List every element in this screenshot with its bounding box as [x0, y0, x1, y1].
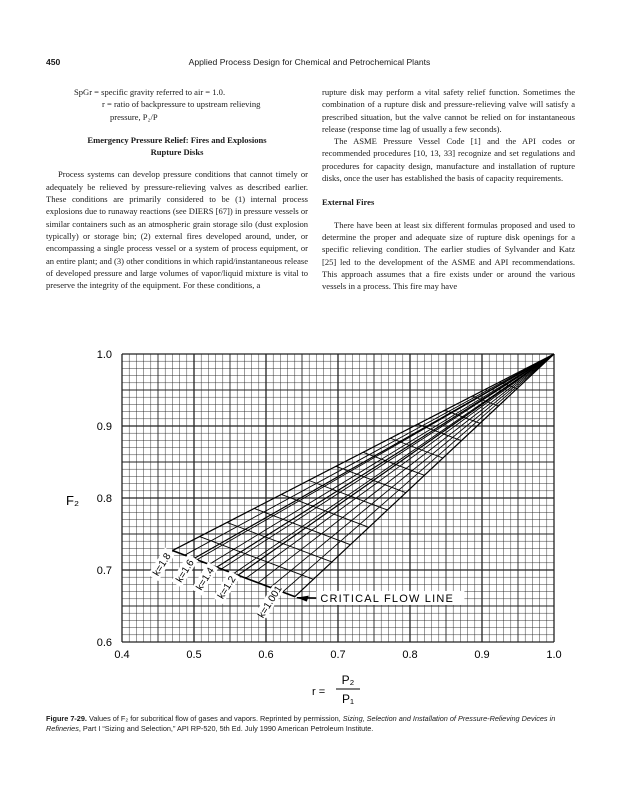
figure-label: Figure 7-29.: [46, 714, 87, 723]
right-column: [322, 86, 575, 292]
k-label: k=1.2: [216, 574, 239, 602]
x-axis-label-denominator: P₁: [341, 692, 355, 706]
section-heading: [46, 134, 308, 159]
chart-svg: [60, 344, 600, 710]
running-title: Applied Process Design for Chemical and Petrochemical Plants: [188, 57, 431, 67]
figure-caption: [46, 714, 576, 734]
right-paragraph-1: rupture disk may perform a vital safety relief function. Sometimes the combination of a rupture disk and pressure-relieving valve will satisfy a prescribed situation, but the valve cannot be relied on for instantaneous release (response time lag of usually a few seconds).: [322, 87, 575, 134]
section-heading-line2: Rupture Disks: [150, 147, 204, 158]
k-label: k=1.4: [194, 565, 217, 593]
k-label: k=1.8: [151, 551, 174, 579]
y-tick-label: 1.0: [96, 349, 112, 361]
caption-text-2: , Part I “Sizing and Selection,” API RP-520, 5th Ed. July 1990 American Petroleum Institute.: [78, 724, 374, 733]
caption-source-title: Sizing, Selection and Installation of Pressure-Relieving Devices in Refineries: [46, 714, 556, 733]
f2-chart: [60, 344, 600, 710]
cross-line: [227, 522, 332, 561]
symbol-definitions: [46, 86, 308, 123]
caption-text: Values of F₂ for subcritical flow of gases and vapors. Reprinted by permission,: [86, 714, 343, 723]
x-tick-label: 0.5: [186, 649, 202, 661]
x-tick-label: 0.7: [330, 649, 346, 661]
y-tick-label: 0.7: [96, 565, 112, 577]
definition-spgr: SpGr = specific gravity referred to air = 1.0.: [74, 87, 226, 97]
y-tick-label: 0.8: [96, 493, 112, 505]
x-axis-label-numerator: P₂: [341, 673, 355, 687]
cross-line: [281, 494, 368, 527]
critical-flow-label: CRITICAL FLOW LINE: [320, 592, 455, 605]
x-axis-label-prefix: r =: [312, 686, 326, 698]
cross-line: [200, 537, 314, 580]
page-number: 450: [46, 57, 61, 67]
definition-r: r = ratio of backpressure to upstream relieving: [102, 99, 261, 110]
subheading-external-fires: External Fires: [322, 197, 375, 208]
y-tick-label: 0.6: [96, 637, 112, 649]
x-tick-label: 0.8: [402, 649, 418, 661]
right-paragraph-3: There have been at least six different formulas proposed and used to determine the proper and adequate size of rupture disk openings for a specific relieving condition. The earlier studies of Sylvander and Katz [25] led to the development of the ASME and API recommendations. This approach assumes that a fire exists under or around the various vessels in a process. This fire may have: [322, 219, 575, 292]
section-heading-line1: Emergency Pressure Relief: Fires and Explosions: [87, 134, 267, 145]
x-tick-label: 0.4: [114, 649, 130, 661]
x-tick-label: 1.0: [546, 649, 562, 661]
right-paragraph-2: The ASME Pressure Vessel Code [1] and the API codes or recommended procedures [10, 13, 33] recognize and set regulations and procedures for capacity design, manufacture and installation of rupture disks, once the user has established the basis of capacity requirements.: [322, 136, 575, 184]
x-tick-label: 0.9: [474, 649, 490, 661]
k-label: k=1.001: [256, 584, 285, 621]
left-paragraph: Process systems can develop pressure conditions that cannot timely or adequately be relieved by pressure-relieving valves as described earlier. These conditions are primarily considered to be (1) internal process explosions due to runaway reactions (see DIERS [67]) in pressure vessels or similar containers such as an atmospheric grain storage silo (dust explosion typically) or storage bin; (2) external fires developed around, under, or encompassing a single process vessel or a system of process equipment, or an entire plant; and (3) other conditions in which rapid/instantaneous release of developed pressure and large volumes of vapor/liquid mixture is vital to preserve the integrity of the equipment. For these conditions, a: [46, 169, 308, 291]
definition-r-cont: pressure, P₂/P: [110, 111, 158, 122]
y-tick-label: 0.9: [96, 421, 112, 433]
left-column: [46, 86, 308, 291]
k-label: k=1.6: [174, 557, 197, 585]
page-header: [46, 57, 573, 71]
x-tick-label: 0.6: [258, 649, 274, 661]
y-axis-label: F₂: [66, 493, 79, 509]
